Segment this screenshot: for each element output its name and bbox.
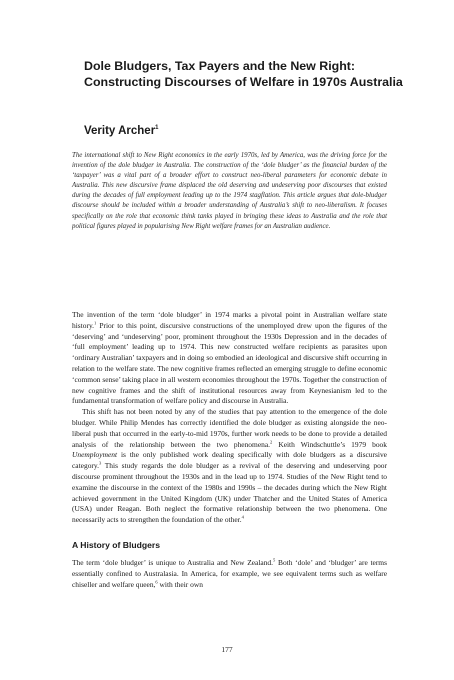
author-name: [84, 125, 159, 137]
footnote-ref-2[interactable]: 2: [270, 439, 273, 445]
footnote-ref-1[interactable]: 1: [94, 320, 97, 326]
paragraph-1: The invention of the term ‘dole bludger’ in 1974 marks a pivotal point in Australian welfare state history.$^1$ Prior to this point, discursive constructions of the unemployed drew upon the figures of the ‘deserving’ and ‘undeserving’ poor, prominent throughout the 1930s Depression and in the decades of ‘full employment’ leading up to 1974. This new constructed welfare recipients as parasites upon ‘ordinary Australian’ taxpayers and in doing so embodied an ideological and discursive shift occurring in relation to the welfare state. The new cognitive frames reflected an emerging struggle to define economic ‘common sense’ taking place in all western economies throughout the 1970s. Together the construction of new cognitive frames and the shift of institutional resources away from Keynesianism led to the fundamental transformation of welfare policy and discourse in Australia.: [72, 310, 387, 406]
article-body: [72, 310, 387, 590]
article-title: Dole Bludgers, Tax Payers and the New Right: Constructing Discourses of Welfare in 1970s Australia: [84, 59, 403, 89]
footnote-ref-4[interactable]: 4: [241, 514, 244, 520]
footnote-ref-5[interactable]: 5: [273, 557, 276, 563]
footnote-ref-6[interactable]: 6: [155, 579, 158, 585]
author-text: Verity Archer: [84, 125, 156, 137]
page-number: 177: [221, 645, 233, 654]
paragraph-3: The term ‘dole bludger’ is unique to Australia and New Zealand.$^5$ Both ‘dole’ and ‘bludger’ are terms essentially confined to Australasia. In America, for example, we see equivalent terms such as welfare chiseller and welfare queen,$^6$ with their own: [72, 557, 387, 589]
section-heading: A History of Bludgers: [72, 539, 161, 550]
paragraph-2: This shift has not been noted by any of the studies that pay attention to the emergence of the dole bludger. While Philip Mendes has correctly identified the dole bludger as existing alongside the neo-liberal push that occurred in the early-to-mid 1970s, further work needs to be done to provide a detailed analysis of the relationship between the two phenomena.$^2$ Keith Windschuttle’s 1979 book Unemployment is the only published work dealing specifically with dole bludgers as a discursive category.$^3$ This study regards the dole bludger as a revival of the deserving and undeserving poor discourse prominent throughout the 1930s and in the lead up to 1974. Studies of the New Right tend to examine the discourse in the context of the 1980s and 1990s – the decades during which the New Right achieved government in the United Kingdom (UK) under Thatcher and the United States of America (USA) under Reagan. Both neglect the formative relationship between the two phenomena. One necessarily acts to strengthen the foundation of the other.$^4$: [72, 407, 387, 525]
book-title: Unemployment: [72, 450, 118, 460]
abstract: The international shift to New Right economics in the early 1970s, led by America, was the driving force for the invention of the dole bludger in Australia. The construction of the ‘dole bludger’ as the financial burden of the ‘taxpayer’ was a vital part of a broader effort to construct neo-liberal parameters for economic debate in Australia. This new discursive frame displaced the old deserving and undeserving poor discourses that existed during the decades of full employment leading up to the 1974 stagflation. This article argues that dole-bludger discourse should be included within a broader understanding of Australia’s shift to neo-liberalism. It focuses specifically on the role that economic think tanks played in bringing these ideas to Australia and the role that political figures played in popularising New Right welfare frames for an Australian audience.: [72, 152, 387, 230]
author-footnote-mark[interactable]: 1: [155, 125, 159, 132]
footnote-ref-3[interactable]: 3: [98, 460, 102, 466]
